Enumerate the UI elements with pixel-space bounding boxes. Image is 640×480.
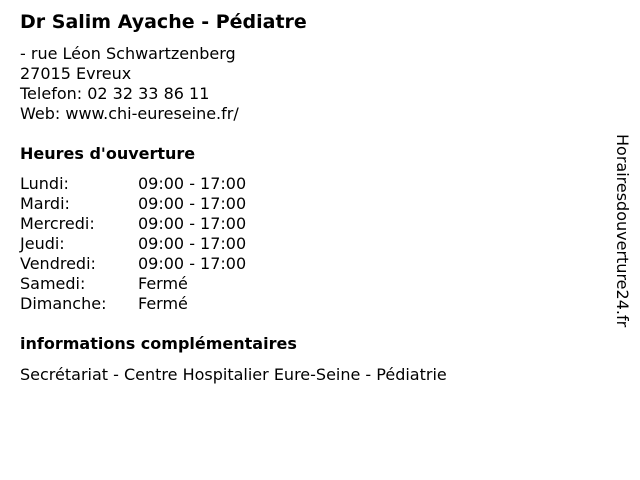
hours-row-thursday bbox=[20, 234, 246, 254]
hours-row-saturday bbox=[20, 274, 246, 294]
day-hours: 09:00 - 17:00 bbox=[138, 174, 247, 193]
page-title: Dr Salim Ayache - Pédiatre bbox=[20, 11, 307, 33]
site-watermark: Horairesdouverture24.fr bbox=[613, 134, 632, 328]
hours-heading: Heures d'ouverture bbox=[20, 144, 196, 163]
day-hours: 09:00 - 17:00 bbox=[138, 234, 247, 253]
day-hours: Fermé bbox=[138, 294, 188, 313]
day-hours: 09:00 - 17:00 bbox=[138, 194, 247, 213]
phone-number: Telefon: 02 32 33 86 11 bbox=[20, 84, 210, 103]
hours-row-monday bbox=[20, 174, 246, 194]
day-hours: Fermé bbox=[138, 274, 188, 293]
day-hours: 09:00 - 17:00 bbox=[138, 254, 247, 273]
day-label: Vendredi: bbox=[20, 254, 96, 273]
hours-row-wednesday bbox=[20, 214, 246, 234]
address-block bbox=[20, 44, 239, 124]
day-hours: 09:00 - 17:00 bbox=[138, 214, 247, 233]
hours-row-tuesday bbox=[20, 194, 246, 214]
info-text: Secrétariat - Centre Hospitalier Eure-Seine - Pédiatrie bbox=[20, 365, 447, 384]
day-label: Samedi: bbox=[20, 274, 86, 293]
street-address: - rue Léon Schwartzenberg bbox=[20, 44, 236, 63]
day-label: Jeudi: bbox=[20, 234, 65, 253]
website-link[interactable]: Web: www.chi-eureseine.fr/ bbox=[20, 104, 239, 123]
day-label: Mercredi: bbox=[20, 214, 95, 233]
day-label: Dimanche: bbox=[20, 294, 107, 313]
day-label: Mardi: bbox=[20, 194, 70, 213]
info-heading: informations complémentaires bbox=[20, 334, 297, 353]
hours-row-friday bbox=[20, 254, 246, 274]
city-postcode: 27015 Evreux bbox=[20, 64, 132, 83]
hours-row-sunday bbox=[20, 294, 246, 314]
hours-table bbox=[20, 174, 246, 314]
day-label: Lundi: bbox=[20, 174, 69, 193]
